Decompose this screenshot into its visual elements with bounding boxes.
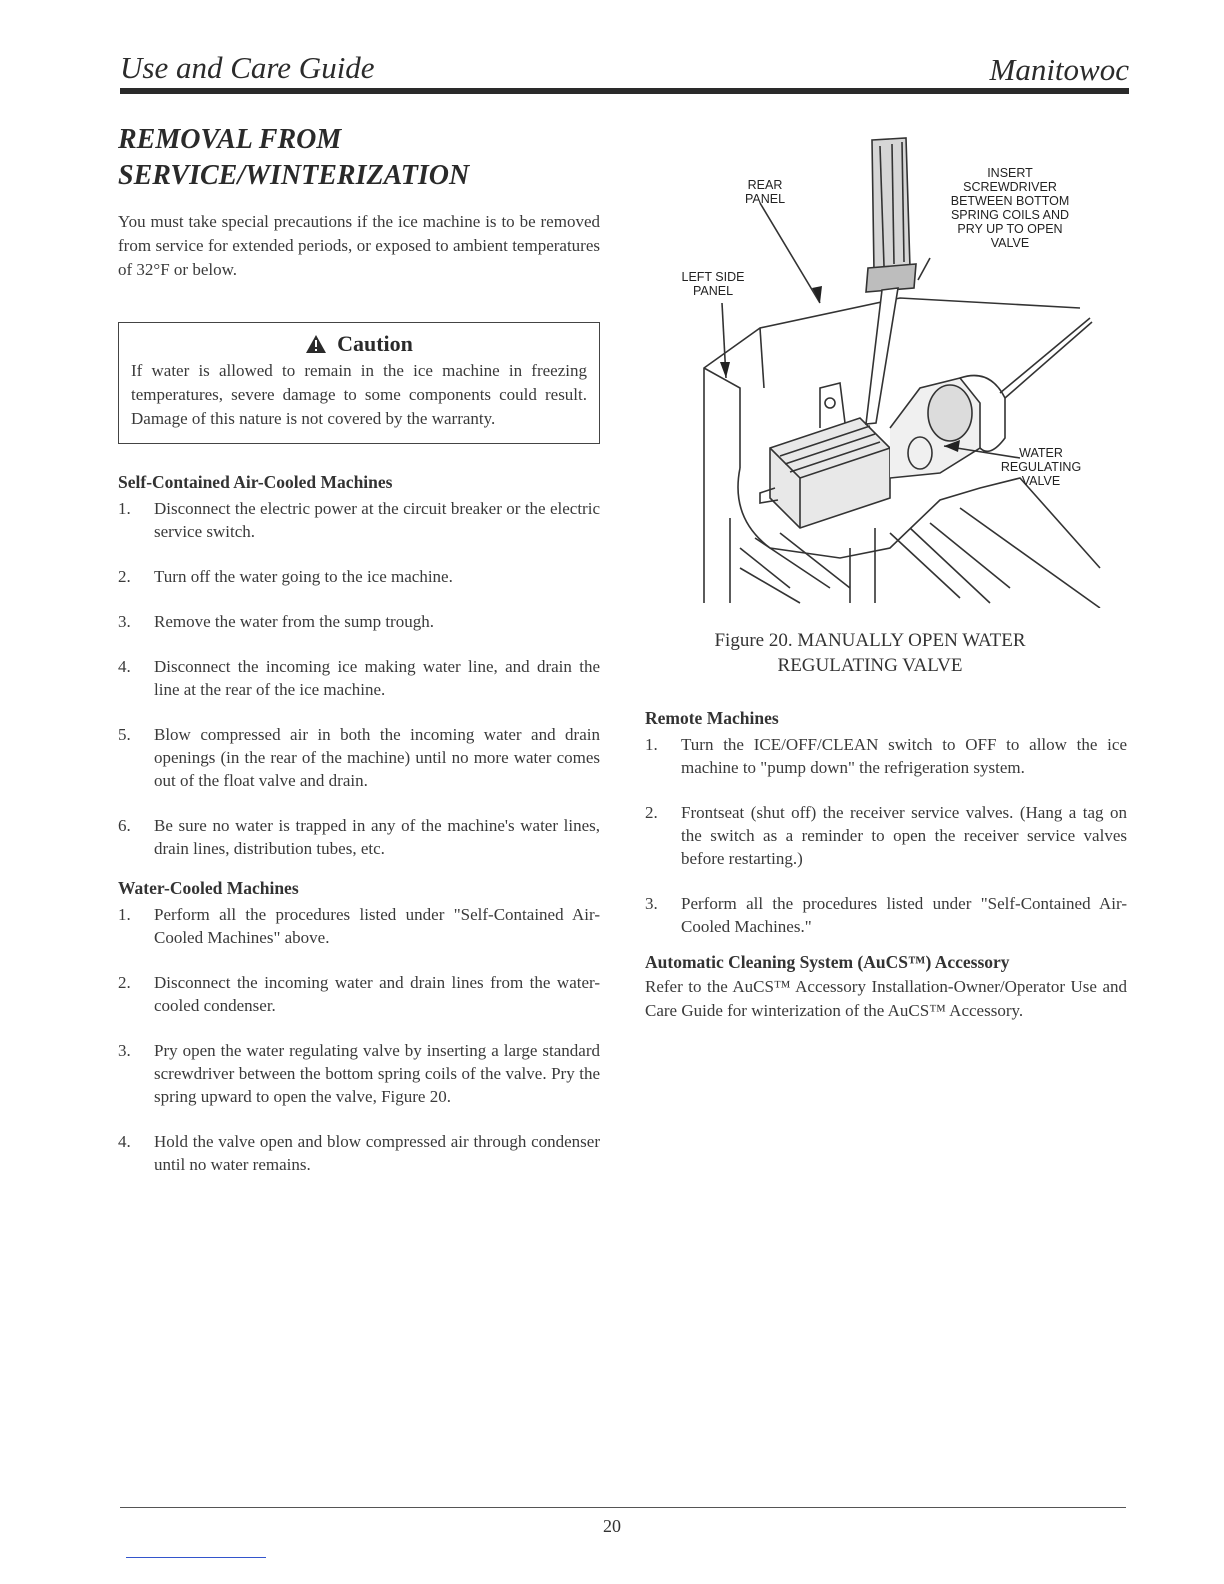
step-number: 3. <box>645 894 658 913</box>
water-cooled-steps <box>118 903 600 1176</box>
aucs-heading: Automatic Cleaning System (AuCS™) Accessory <box>645 952 1010 972</box>
list-item <box>118 814 600 860</box>
label-water-regulating-valve: WATER REGULATING VALVE <box>1000 446 1082 488</box>
step-number: 4. <box>118 1132 131 1151</box>
list-item <box>118 1130 600 1176</box>
water-cooled-heading: Water-Cooled Machines <box>118 878 299 898</box>
section-title-line1: REMOVAL FROM <box>118 124 342 155</box>
self-contained-steps <box>118 497 600 860</box>
header-brand: Manitowoc <box>989 52 1129 87</box>
step-text: Turn the ICE/OFF/CLEAN switch to OFF to allow the ice machine to "pump down" the refrigeration system. <box>681 735 1127 777</box>
list-item <box>118 655 600 701</box>
step-number: 3. <box>118 1041 131 1060</box>
step-number: 2. <box>645 803 658 822</box>
label-rear-panel: REAR PANEL <box>744 178 786 206</box>
figure-caption-line2: REGULATING VALVE <box>777 655 963 676</box>
label-insert-screwdriver: INSERT SCREWDRIVER BETWEEN BOTTOM SPRING COILS AND PRY UP TO OPEN VALVE <box>950 166 1070 250</box>
remote-heading: Remote Machines <box>645 708 779 728</box>
list-item <box>645 801 1127 870</box>
list-item <box>118 723 600 792</box>
caution-heading <box>131 331 587 357</box>
header-guide-title: Use and Care Guide <box>120 50 375 85</box>
footer-rule <box>120 1507 1126 1508</box>
step-number: 1. <box>118 905 131 924</box>
step-text: Remove the water from the sump trough. <box>154 612 434 631</box>
section-title <box>118 122 600 194</box>
footer-link-underline <box>126 1557 266 1558</box>
step-text: Frontseat (shut off) the receiver service valves. (Hang a tag on the switch as a reminder to open the receiver service valves before restarting.) <box>681 803 1127 868</box>
figure-caption <box>660 628 1080 678</box>
step-number: 1. <box>645 735 658 754</box>
step-text: Disconnect the incoming ice making water line, and drain the line at the rear of the ice machine. <box>154 657 600 699</box>
right-column <box>645 708 1127 1023</box>
step-number: 2. <box>118 567 131 586</box>
aucs-text: Refer to the AuCS™ Accessory Installation-Owner/Operator Use and Care Guide for winterization of the AuCS™ Accessory. <box>645 977 1127 1020</box>
self-contained-heading: Self-Contained Air-Cooled Machines <box>118 472 393 492</box>
list-item <box>118 565 600 588</box>
caution-text: If water is allowed to remain in the ice machine in freezing temperatures, severe damage to some components could result. Damage of this nature is not covered by the warranty. <box>131 361 587 428</box>
header-rule <box>120 88 1129 94</box>
step-text: Perform all the procedures listed under "Self-Contained Air-Cooled Machines." <box>681 894 1127 936</box>
list-item <box>118 610 600 633</box>
step-text: Turn off the water going to the ice machine. <box>154 567 453 586</box>
page-number: 20 <box>603 1516 621 1536</box>
figure-caption-line1: Figure 20. MANUALLY OPEN WATER <box>714 630 1026 651</box>
step-number: 5. <box>118 725 131 744</box>
left-column <box>118 122 600 1198</box>
intro-paragraph: You must take special precautions if the ice machine is to be removed from service for extended periods, or exposed to ambient temperatures of 32°F or below. <box>118 212 600 279</box>
step-text: Pry open the water regulating valve by inserting a large standard screwdriver between the bottom spring coils of the valve. Pry the spring upward to open the valve, Figure 20. <box>154 1041 600 1106</box>
step-number: 2. <box>118 973 131 992</box>
section-title-line2: SERVICE/WINTERIZATION <box>118 160 470 191</box>
step-text: Disconnect the electric power at the circuit breaker or the electric service switch. <box>154 499 600 541</box>
warning-icon <box>305 334 327 354</box>
step-number: 4. <box>118 657 131 676</box>
step-number: 1. <box>118 499 131 518</box>
step-text: Blow compressed air in both the incoming water and drain openings (in the rear of the machine) until no more water comes out of the float valve and drain. <box>154 725 600 790</box>
caution-box <box>118 322 600 444</box>
list-item <box>118 497 600 543</box>
list-item <box>118 971 600 1017</box>
label-left-side-panel: LEFT SIDE PANEL <box>681 270 745 298</box>
figure-20 <box>660 128 1120 608</box>
list-item <box>645 892 1127 938</box>
step-number: 6. <box>118 816 131 835</box>
list-item <box>118 1039 600 1108</box>
step-text: Perform all the procedures listed under "Self-Contained Air-Cooled Machines" above. <box>154 905 600 947</box>
list-item <box>645 733 1127 779</box>
caution-heading-text: Caution <box>337 331 413 356</box>
step-text: Disconnect the incoming water and drain lines from the water-cooled condenser. <box>154 973 600 1015</box>
list-item <box>118 903 600 949</box>
step-text: Be sure no water is trapped in any of the machine's water lines, drain lines, distribution tubes, etc. <box>154 816 600 858</box>
remote-steps <box>645 733 1127 938</box>
step-number: 3. <box>118 612 131 631</box>
step-text: Hold the valve open and blow compressed air through condenser until no water remains. <box>154 1132 600 1174</box>
